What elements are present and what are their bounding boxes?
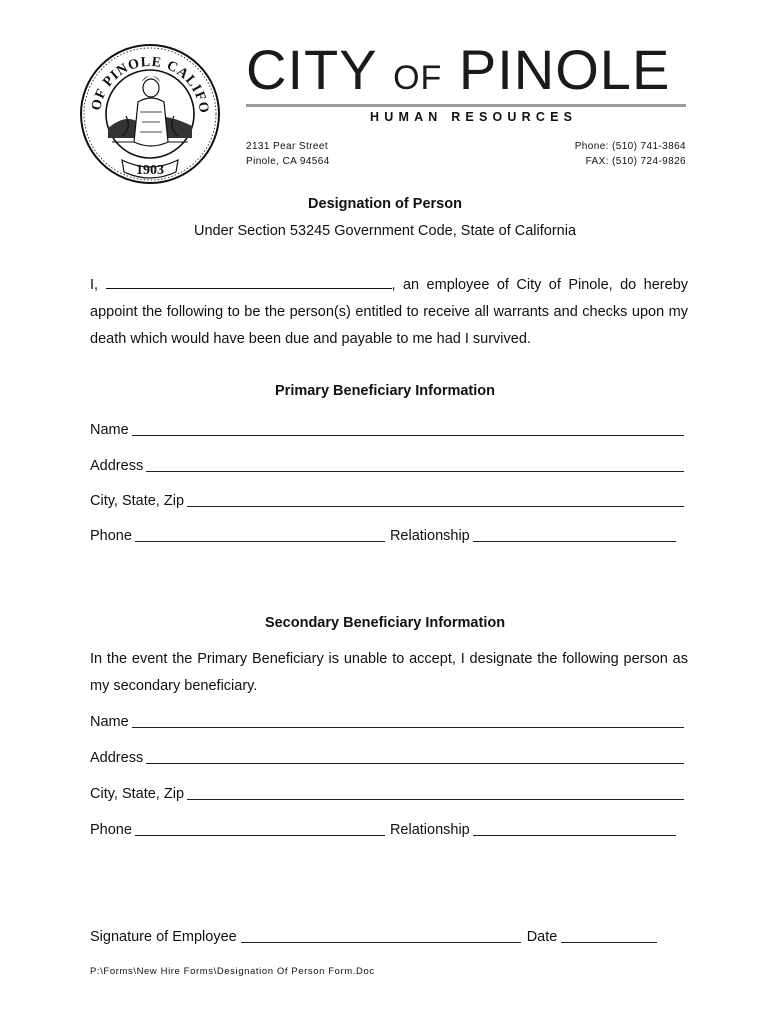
primary-city-row: [90, 489, 684, 509]
primary-phone-field[interactable]: [135, 527, 385, 542]
file-path-footer: P:\Forms\New Hire Forms\Designation Of Person Form.Doc: [90, 966, 375, 977]
address-line-1: 2131 Pear Street: [246, 141, 329, 152]
header-rule: [246, 104, 686, 107]
contact-info: [575, 139, 686, 169]
city-title-city: CITY: [246, 38, 394, 101]
fax-number: FAX: (510) 724-9826: [585, 156, 686, 167]
secondary-intro: In the event the Primary Beneficiary is unable to accept, I designate the following person as my secondary beneficiary.: [90, 651, 688, 694]
primary-city-field[interactable]: [187, 492, 684, 507]
primary-address-field[interactable]: [146, 457, 684, 472]
secondary-phone-row: [90, 818, 684, 838]
city-title-pinole: PINOLE: [442, 38, 671, 101]
secondary-phone-label: Phone: [90, 822, 132, 838]
seal-text: OF PINOLE CALIFO: [89, 54, 212, 115]
document-subtitle: Under Section 53245 Government Code, State of California: [193, 223, 577, 239]
secondary-section-title: Secondary Beneficiary Information: [264, 615, 506, 631]
primary-phone-row: [90, 524, 684, 544]
phone-number: Phone: (510) 741-3864: [574, 141, 686, 152]
secondary-city-row: [90, 782, 684, 802]
primary-name-label: Name: [90, 422, 129, 438]
secondary-relationship-label: Relationship: [389, 822, 470, 838]
employee-name-field[interactable]: [106, 274, 392, 289]
primary-city-label: City, State, Zip: [90, 493, 185, 509]
city-seal-icon: [78, 42, 222, 186]
signature-field[interactable]: [241, 928, 521, 943]
secondary-name-label: Name: [90, 714, 129, 730]
date-field[interactable]: [561, 928, 657, 943]
secondary-name-row: [90, 710, 684, 730]
seal-year: 1903: [136, 163, 164, 178]
secondary-city-field[interactable]: [187, 785, 684, 800]
primary-section-title: Primary Beneficiary Information: [275, 383, 495, 399]
intro-paragraph: [90, 272, 688, 353]
primary-name-row: [90, 418, 684, 438]
secondary-name-field[interactable]: [132, 713, 684, 728]
street-address: [246, 139, 330, 169]
date-label: Date: [526, 929, 558, 945]
primary-address-row: [90, 454, 684, 474]
secondary-phone-field[interactable]: [135, 821, 385, 836]
secondary-address-label: Address: [90, 750, 144, 766]
primary-phone-label: Phone: [90, 528, 132, 544]
secondary-city-label: City, State, Zip: [90, 786, 185, 802]
intro-prefix: I,: [90, 277, 99, 293]
department-name: HUMAN RESOURCES: [370, 110, 578, 124]
primary-address-label: Address: [90, 458, 144, 474]
secondary-address-field[interactable]: [146, 749, 684, 764]
primary-relationship-field[interactable]: [473, 527, 676, 542]
primary-name-field[interactable]: [132, 421, 684, 436]
signature-row: [90, 925, 674, 945]
document-title: Designation of Person: [308, 196, 462, 212]
intro-text: , an employee of City of Pinole, do hereby appoint the following to be the person(s) entitled to receive all warrants and checks upon my death which would have been due and payable to me had I survived.: [90, 277, 689, 347]
city-title-of: OF: [393, 59, 443, 97]
city-title: [246, 38, 688, 102]
signature-label: Signature of Employee: [90, 929, 237, 945]
primary-relationship-label: Relationship: [389, 528, 470, 544]
secondary-relationship-field[interactable]: [473, 821, 676, 836]
address-line-2: Pinole, CA 94564: [246, 156, 330, 167]
secondary-address-row: [90, 746, 684, 766]
